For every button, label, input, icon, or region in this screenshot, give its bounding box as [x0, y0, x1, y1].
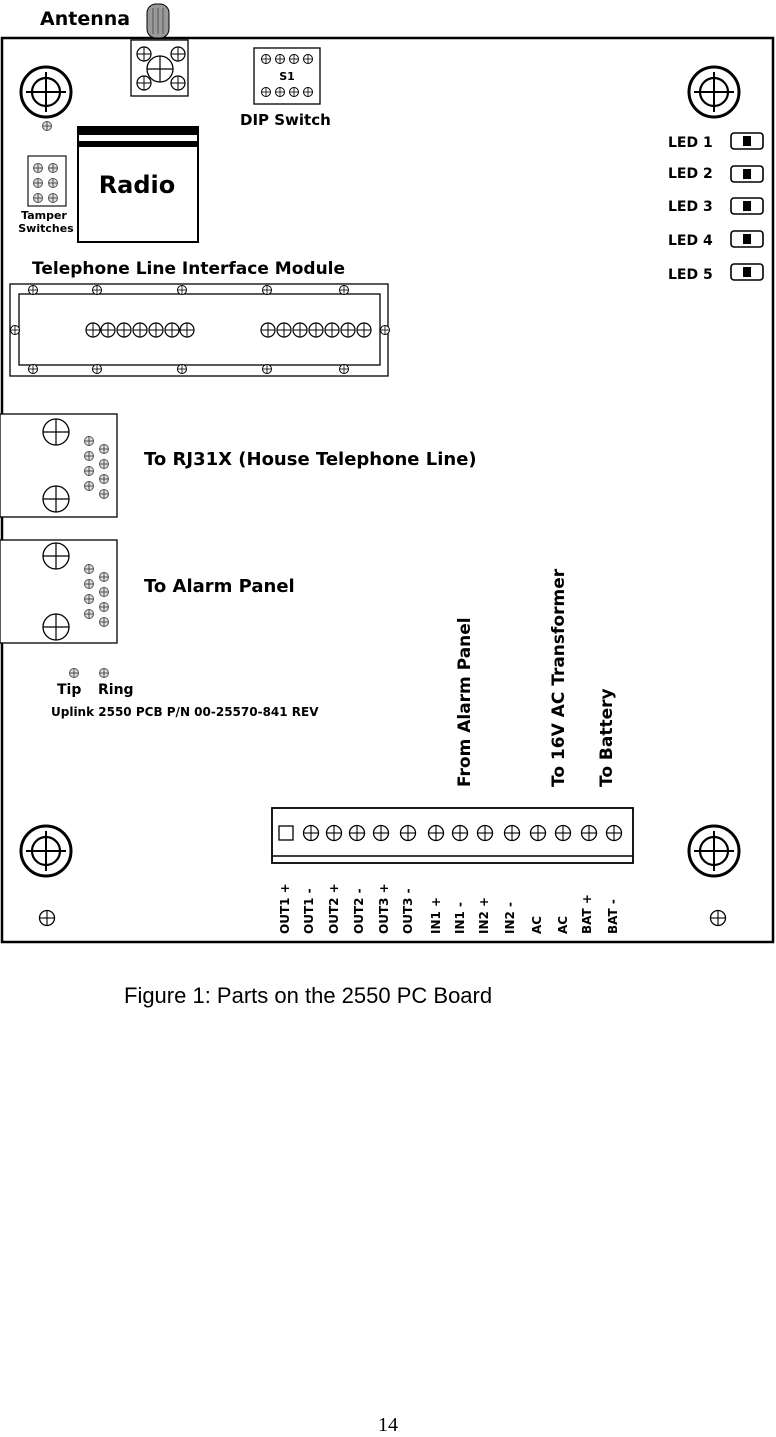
terminal-label-bat-plus: BAT + [580, 894, 594, 934]
from-alarm-panel-label: From Alarm Panel [455, 617, 475, 787]
ring-test-point [100, 669, 109, 678]
battery-label: To Battery [597, 688, 617, 787]
led-label: LED 5 [668, 267, 713, 283]
mounting-hole-top-right [689, 67, 739, 117]
terminal-screw [607, 826, 622, 841]
terminal-label-out1-plus: OUT1 + [278, 883, 292, 934]
terminal-label-out3-minus: OUT3 - [401, 888, 415, 934]
radio-module [78, 127, 198, 242]
via-bottom-left [40, 911, 55, 926]
figure-caption: Figure 1: Parts on the 2550 PC Board [124, 983, 493, 1008]
ring-label: Ring [98, 682, 134, 698]
terminal-screw [304, 826, 319, 841]
page-number: 14 [378, 1414, 398, 1436]
terminal-label-ac-1: AC [530, 915, 544, 934]
terminal-label-bat-minus: BAT - [606, 899, 620, 934]
terminal-label-out3-plus: OUT3 + [377, 883, 391, 934]
terminal-screw [327, 826, 342, 841]
terminal-label-in1-plus: IN1 + [429, 896, 443, 934]
terminal-screw [374, 826, 389, 841]
terminal-screw [531, 826, 546, 841]
rj31x-label: To RJ31X (House Telephone Line) [144, 449, 477, 470]
terminal-label-out1-minus: OUT1 - [302, 888, 316, 934]
transformer-label: To 16V AC Transformer [549, 568, 569, 787]
terminal-label-in1-minus: IN1 - [453, 901, 467, 934]
terminal-label-out2-minus: OUT2 - [352, 888, 366, 934]
terminal-screw [556, 826, 571, 841]
mounting-hole-top-left [21, 67, 71, 117]
rj31x-jack [0, 414, 117, 517]
terminal-label-out2-plus: OUT2 + [327, 883, 341, 934]
mounting-hole-bottom-left [21, 826, 71, 876]
dip-switch [254, 48, 320, 104]
via-bottom-right [711, 911, 726, 926]
dip-switch-label: DIP Switch [240, 111, 331, 129]
radio-label: Radio [98, 171, 176, 199]
terminal-screw [401, 826, 416, 841]
tamper-switches [28, 156, 66, 206]
tip-label: Tip [57, 682, 82, 698]
led-label: LED 1 [668, 135, 713, 151]
dip-switch-id: S1 [279, 70, 295, 83]
alarm-panel-jack-label: To Alarm Panel [144, 576, 295, 597]
telephone-line-interface-module [10, 284, 390, 376]
terminal-screw [429, 826, 444, 841]
alarm-panel-jack [0, 540, 117, 643]
tamper-label-1: Tamper [21, 209, 67, 222]
mounting-hole-bottom-right [689, 826, 739, 876]
tip-test-point [70, 669, 79, 678]
led-label: LED 4 [668, 233, 713, 249]
terminal-screw [505, 826, 520, 841]
tamper-label-2: Switches [18, 222, 74, 235]
led-label: LED 2 [668, 166, 713, 182]
terminal-label-in2-plus: IN2 + [477, 896, 491, 934]
terminal-screw [582, 826, 597, 841]
antenna [131, 4, 188, 96]
terminal-screw [453, 826, 468, 841]
terminal-screw [478, 826, 493, 841]
terminal-label-ac-2: AC [556, 915, 570, 934]
via-top-left [43, 122, 52, 131]
pcb-part-number: Uplink 2550 PCB P/N 00-25570-841 REV [51, 705, 319, 719]
terminal-screw [350, 826, 365, 841]
led-label: LED 3 [668, 199, 713, 215]
tlim-label: Telephone Line Interface Module [32, 259, 346, 279]
antenna-label: Antenna [40, 8, 131, 30]
terminal-label-in2-minus: IN2 - [503, 901, 517, 934]
